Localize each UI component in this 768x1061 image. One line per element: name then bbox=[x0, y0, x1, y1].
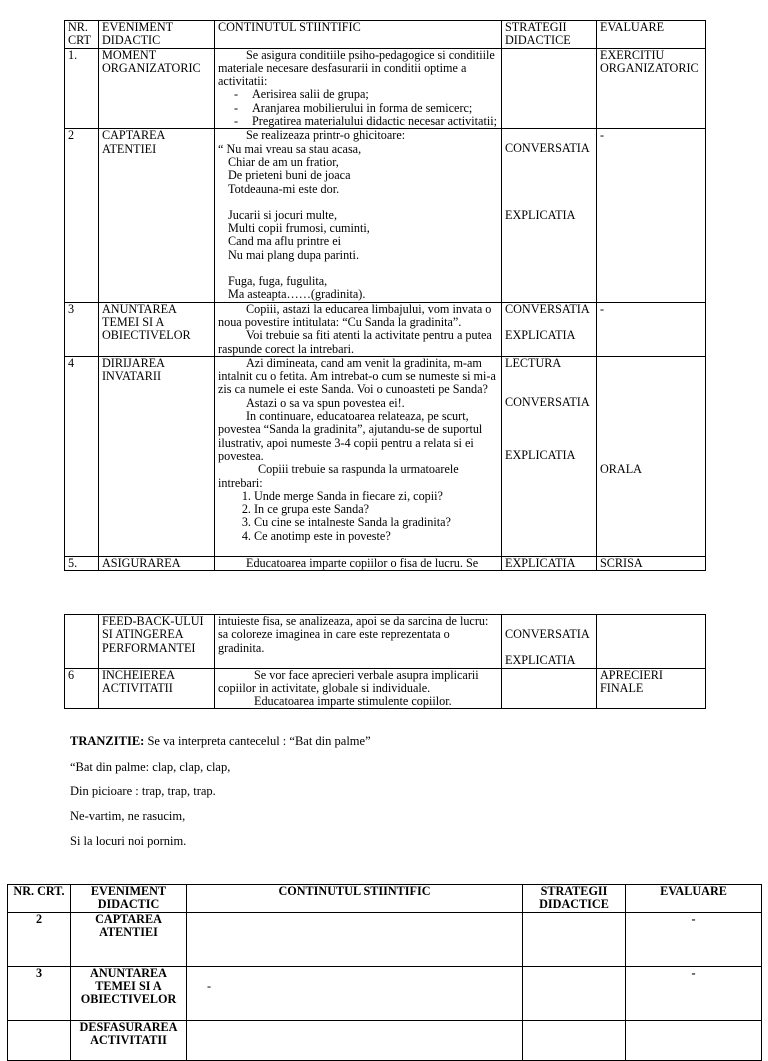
verse-line: Cand ma aflu printre ei bbox=[228, 234, 342, 249]
strategy-label: EXPLICATIA bbox=[505, 448, 576, 463]
row-evaluare: - bbox=[626, 912, 762, 966]
row-strategii bbox=[502, 615, 597, 669]
content-paragraph: Educatoarea imparte stimulente copiilor. bbox=[254, 694, 452, 709]
verse-line: De prieteni buni de joaca bbox=[228, 168, 351, 183]
content-paragraph: Voi trebuie sa fiti atenti la activitate pentru a putea raspunde corect la intrebari. bbox=[218, 328, 492, 356]
row-event: ASIGURAREA bbox=[99, 556, 215, 570]
table-row bbox=[65, 356, 706, 556]
content-paragraph: Astazi o sa va spun povestea ei!. bbox=[246, 395, 405, 410]
content-paragraph: Azi dimineata, cand am venit la gradinita, m-am intalnit cu o fetita. Am intrebat-o cum se numeste si mi-a zis ca numele ei este Sanda. Voi o cunoasteti pe Sanda? bbox=[218, 355, 496, 397]
strategy-label: EXPLICATIA bbox=[505, 653, 576, 668]
table-header-row bbox=[8, 885, 762, 913]
row-event: CAPTAREA ATENTIEI bbox=[71, 912, 187, 966]
verse-line: Ma asteapta……(gradinita). bbox=[228, 287, 366, 302]
table-header-row bbox=[65, 21, 706, 49]
list-item: - Aerisirea salii de grupa; bbox=[234, 88, 498, 101]
row-content: - bbox=[187, 966, 523, 1020]
row-evaluare: - bbox=[597, 302, 706, 356]
list-item: 2. In ce grupa este Sanda? bbox=[254, 503, 498, 516]
song-line: “Bat din palme: clap, clap, clap, bbox=[70, 760, 231, 774]
tranzitie-text: Se va interpreta cantecelul : “Bat din palme” bbox=[144, 734, 371, 748]
lesson-plan-table-continued bbox=[64, 614, 706, 709]
row-nr: 3 bbox=[8, 966, 71, 1020]
row-content bbox=[215, 668, 502, 709]
content-paragraph: Se realizeaza printr-o ghicitoare: bbox=[246, 128, 406, 143]
question-list bbox=[218, 490, 498, 543]
row-content bbox=[215, 356, 502, 556]
row-content bbox=[215, 302, 502, 356]
row-evaluare bbox=[597, 356, 706, 556]
table-row bbox=[65, 48, 706, 129]
content-paragraph: Copiii, astazi la educarea limbajului, vom invata o noua povestire intitulata: “Cu Sanda la gradinita”. bbox=[218, 301, 492, 329]
strategy-label: CONVERSATIA bbox=[505, 141, 590, 156]
evaluation-label: ORALA bbox=[600, 461, 642, 476]
header-strategii: STRATEGII DIDACTICE bbox=[502, 21, 597, 49]
table-row bbox=[65, 556, 706, 570]
row-event: ANUNTAREA TEMEI SI A OBIECTIVELOR bbox=[71, 966, 187, 1020]
row-content bbox=[215, 129, 502, 302]
header-evaluare: EVALUARE bbox=[597, 21, 706, 49]
row-evaluare bbox=[626, 1020, 762, 1060]
header-eveniment: EVENIMENT DIDACTIC bbox=[99, 21, 215, 49]
table-row bbox=[65, 668, 706, 709]
verse-line: Chiar de am un fratior, bbox=[228, 154, 339, 169]
row-content bbox=[187, 1020, 523, 1060]
row-nr bbox=[65, 615, 99, 669]
list-item: 1. Unde merge Sanda in fiecare zi, copii? bbox=[254, 490, 498, 503]
row-event: FEED-BACK-ULUI SI ATINGEREA PERFORMANTEI bbox=[99, 615, 215, 669]
song-line: Din picioare : trap, trap, trap. bbox=[70, 784, 216, 798]
row-event: DESFASURAREA ACTIVITATII bbox=[71, 1020, 187, 1060]
strategy-label: EXPLICATIA bbox=[505, 327, 576, 342]
row-strategii bbox=[502, 668, 597, 709]
row-content: Educatoarea imparte copiilor o fisa de lucru. Se bbox=[215, 556, 502, 570]
strategy-label: CONVERSATIA bbox=[505, 395, 590, 410]
verse-line: “ Nu mai vreau sa stau acasa, bbox=[218, 141, 362, 156]
lesson-plan-table bbox=[64, 20, 706, 571]
strategy-label: LECTURA bbox=[505, 355, 562, 370]
strategy-label: EXPLICATIA bbox=[505, 207, 576, 222]
list-item: - Pregatirea materialului didactic necesar activitatii; bbox=[234, 115, 498, 128]
row-nr: 5. bbox=[65, 556, 99, 570]
row-event: INCHEIEREA ACTIVITATII bbox=[99, 668, 215, 709]
row-evaluare: - bbox=[626, 966, 762, 1020]
list-item: 4. Ce anotimp este in poveste? bbox=[254, 530, 498, 543]
row-content bbox=[215, 48, 502, 129]
list-item: - Aranjarea mobilierului in forma de semicerc; bbox=[234, 102, 498, 115]
verse-line: Multi copii frumosi, cuminti, bbox=[228, 221, 370, 236]
header-continut: CONTINUTUL STIINTIFIC bbox=[215, 21, 502, 49]
row-evaluare: APRECIERI FINALE bbox=[597, 668, 706, 709]
row-strategii bbox=[502, 129, 597, 302]
header-strategii: STRATEGII DIDACTICE bbox=[523, 885, 626, 913]
header-eveniment: EVENIMENT DIDACTIC bbox=[71, 885, 187, 913]
row-nr: 4 bbox=[65, 356, 99, 556]
header-nr: NR. CRT bbox=[65, 21, 99, 49]
strategy-label: CONVERSATIA bbox=[505, 627, 590, 641]
content-paragraph: Se asigura conditiile psiho-pedagogice si conditiile materiale necesare desfasurarii in conditii optime a activitatii: bbox=[218, 47, 495, 89]
row-nr: 2 bbox=[65, 129, 99, 302]
strategy-label: CONVERSATIA bbox=[505, 301, 590, 316]
table-row bbox=[8, 912, 762, 966]
header-nr: NR. CRT. bbox=[8, 885, 71, 913]
verse-line: Jucarii si jocuri multe, bbox=[228, 207, 337, 222]
row-content: intuieste fisa, se analizeaza, apoi se da sarcina de lucru: sa coloreze imaginea in care este reprezentata o gradinita. bbox=[215, 615, 502, 669]
row-nr: 1. bbox=[65, 48, 99, 129]
header-evaluare: EVALUARE bbox=[626, 885, 762, 913]
row-nr: 6 bbox=[65, 668, 99, 709]
verse-line: Fuga, fuga, fugulita, bbox=[228, 274, 328, 289]
song-line: Ne-vartim, ne rasucim, bbox=[70, 809, 186, 823]
verse-line: Totdeauna-mi este dor. bbox=[228, 181, 340, 196]
row-content bbox=[187, 912, 523, 966]
row-strategii bbox=[502, 356, 597, 556]
row-event: CAPTAREA ATENTIEI bbox=[99, 129, 215, 302]
content-paragraph: Copiii trebuie sa raspunda la urmatoarele intrebari: bbox=[218, 462, 459, 490]
tranzitie-heading bbox=[70, 734, 371, 749]
table-row bbox=[65, 615, 706, 669]
header-continut: CONTINUTUL STIINTIFIC bbox=[187, 885, 523, 913]
list-item: 3. Cu cine se intalneste Sanda la gradinita? bbox=[254, 516, 498, 529]
row-evaluare: SCRISA bbox=[597, 556, 706, 570]
tranzitie-label: TRANZITIE: bbox=[70, 734, 145, 748]
row-strategii bbox=[502, 48, 597, 129]
row-nr bbox=[8, 1020, 71, 1060]
row-evaluare bbox=[597, 615, 706, 669]
row-strategii bbox=[523, 1020, 626, 1060]
row-strategii bbox=[502, 302, 597, 356]
content-list bbox=[218, 88, 498, 128]
table-row bbox=[8, 1020, 762, 1060]
content-paragraph: Se vor face aprecieri verbale asupra implicarii copiilor in activitate, globale si individuale. bbox=[218, 667, 479, 695]
row-evaluare: EXERCITIU ORGANIZATORIC bbox=[597, 48, 706, 129]
song-line: Si la locuri noi pornim. bbox=[70, 834, 187, 848]
row-event: DIRIJAREA INVATARII bbox=[99, 356, 215, 556]
row-strategii: EXPLICATIA bbox=[502, 556, 597, 570]
content-paragraph: In continuare, educatoarea relateaza, pe scurt, povestea “Sanda la gradinita”, ajutandu-se de suportul ilustrativ, apoi numeste 3-4 copii pentru a relata si ei povestea. bbox=[218, 409, 483, 463]
row-evaluare: - bbox=[597, 129, 706, 302]
table-row bbox=[65, 302, 706, 356]
lesson-plan-table-bold bbox=[7, 884, 762, 1061]
row-event: MOMENT ORGANIZATORIC bbox=[99, 48, 215, 129]
row-strategii bbox=[523, 912, 626, 966]
verse-line: Nu mai plang dupa parinti. bbox=[228, 247, 359, 262]
row-event: ANUNTAREA TEMEI SI A OBIECTIVELOR bbox=[99, 302, 215, 356]
table-row bbox=[8, 966, 762, 1020]
table-row bbox=[65, 129, 706, 302]
row-strategii bbox=[523, 966, 626, 1020]
row-nr: 3 bbox=[65, 302, 99, 356]
row-nr: 2 bbox=[8, 912, 71, 966]
